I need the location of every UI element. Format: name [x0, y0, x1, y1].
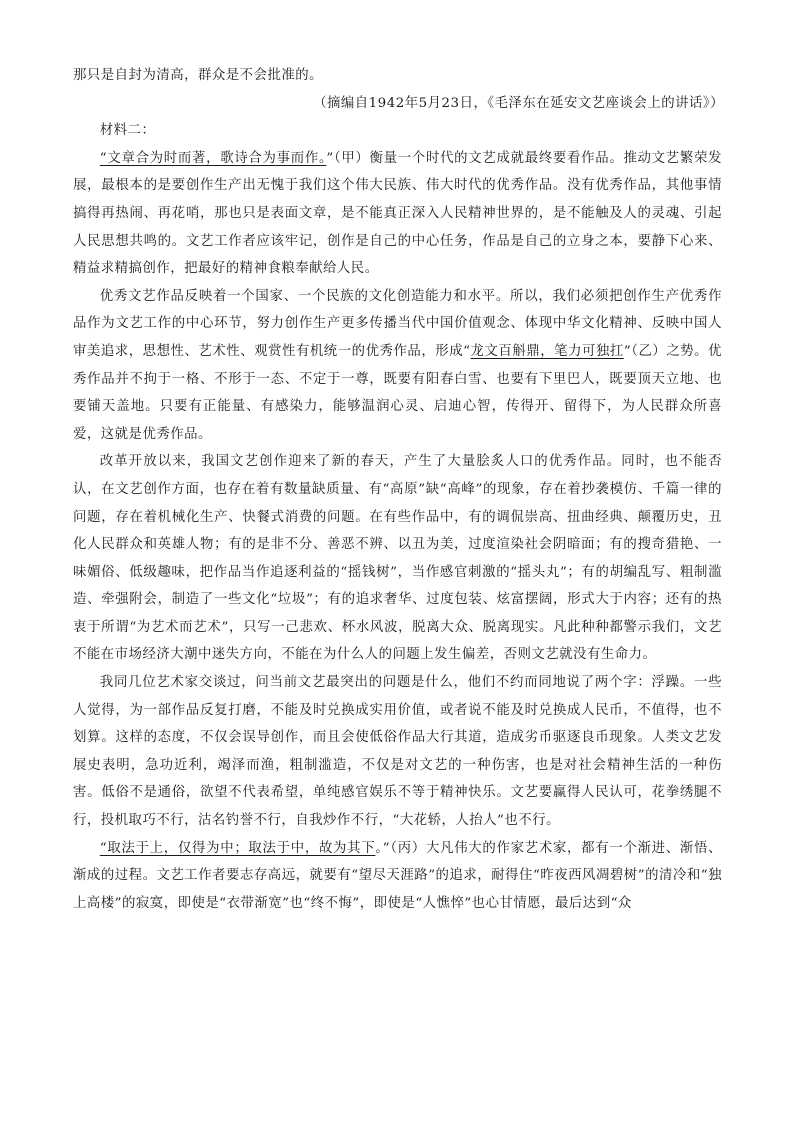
material-label: 材料二：: [99, 123, 156, 139]
paragraph: [73, 145, 722, 283]
source-citation: （摘编自1942年5月23日，《毛泽东在延安文艺座谈会上的讲话》）: [313, 95, 724, 111]
paragraph-text: ”（甲）衡量一个时代的文艺成就最终要看作品。推动文艺繁荣发展，最根本的是要创作生产出无愧于我们这个伟大民族、伟大时代的优秀作品。没有优秀作品，其他事情搞得再热闹、再花哨，那也只是表面文章，是不能真正深入人民精神世界的，是不能触及人的灵魂、引起人民思想共鸣的。文艺工作者应该牢记，创作是自己的中心任务，作品是自己的立身之本，要静下心来、精益求精搞创作，把最好的精神食粮奉献给人民。: [73, 150, 722, 277]
paragraph: 我同几位艺术家交谈过，问当前文艺最突出的问题是什么，他们不约而同地说了两个字：浮躁。一些人觉得，为一部作品反复打磨，不能及时兑换成实用价值，或者说不能及时兑换成人民币，不值得，也不划算。这样的态度，不仅会误导创作，而且会使低俗作品大行其道，造成劣币驱逐良币现象。人类文艺发展史表明，急功近利，竭泽而渔，粗制滥造，不仅是对文艺的一种伤害，也是对社会精神生活的一种伤害。低俗不是通俗，欲望不代表希望，单纯感官娱乐不等于精神快乐。文艺要赢得人民认可，花拳绣腿不行，投机取巧不行，沽名钓誉不行，自我炒作不行，“大花轿，人抬人”也不行。: [73, 675, 722, 829]
underlined-quote-bing: “取法于上，仅得为中；取法于中，故为其下: [99, 840, 376, 856]
paragraph-text: 优秀文艺作品反映着一个国家、一个民族的文化创造能力和水平。所以，我们必须把创作生产优秀作品作为文艺工作的中心环节，努力创作生产更多传播当代中国价值观念、体现中华文化精神、反映中国人审美追求，思想性、艺术性、观赏性有机统一的优秀作品，形成“: [73, 288, 722, 359]
underlined-quote-yi: 龙文百斛鼎，笔力可独扛: [470, 343, 624, 359]
underlined-quote-jia: “文章合为时而著，歌诗合为事而作。: [99, 150, 327, 166]
paragraph: 改革开放以来，我国文艺创作迎来了新的春天，产生了大量脍炙人口的优秀作品。同时，也不能否认，在文艺创作方面，也存在着有数量缺质量、有“高原”缺“高峰”的现象，存在着抄袭模仿、千篇一律的问题，存在着机械化生产、快餐式消费的问题。在有些作品中，有的调侃崇高、扭曲经典、颠覆历史，丑化人民群众和英雄人物；有的是非不分、善恶不辨、以丑为美，过度渲染社会阴暗面；有的搜奇猎艳、一味媚俗、低级趣味，把作品当作追逐利益的“摇钱树”，当作感官刺激的“摇头丸”；有的胡编乱写、粗制滥造、牵强附会，制造了一些文化“垃圾”；有的追求奢华、过度包装、炫富摆阔，形式大于内容；还有的热衷于所谓“为艺术而艺术”，只写一己悲欢、杯水风波，脱离大众、脱离现实。凡此种种都警示我们，文艺不能在市场经济大潮中迷失方向，不能在为什么人的问题上发生偏差，否则文艺就没有生命力。: [73, 454, 722, 663]
paragraph-text: ”（乙）之势。优秀作品并不拘于一格、不形于一态、不定于一尊，既要有阳春白雪、也要有下里巴人，既要顶天立地、也要铺天盖地。只要有正能量、有感染力，能够温润心灵、启迪心智，传得开、留得下，为人民群众所喜爱，这就是优秀作品。: [73, 343, 723, 442]
paragraph: [73, 835, 722, 918]
paragraph-text: 。”（丙）大凡伟大的作家艺术家，都有一个渐进、渐悟、渐成的过程。文艺工作者要志存高远，就要有“望尽天涯路”的追求，耐得住“昨夜西风凋碧树”的清冷和“独上高楼”的寂寞，即使是“衣带渐宽”也“终不悔”，即使是“人憔悴”也心甘情愿，最后达到“众: [73, 840, 722, 911]
paragraph-continuation: 那只是自封为清高，群众是不会批准的。: [73, 68, 324, 83]
paragraph: [73, 283, 722, 449]
